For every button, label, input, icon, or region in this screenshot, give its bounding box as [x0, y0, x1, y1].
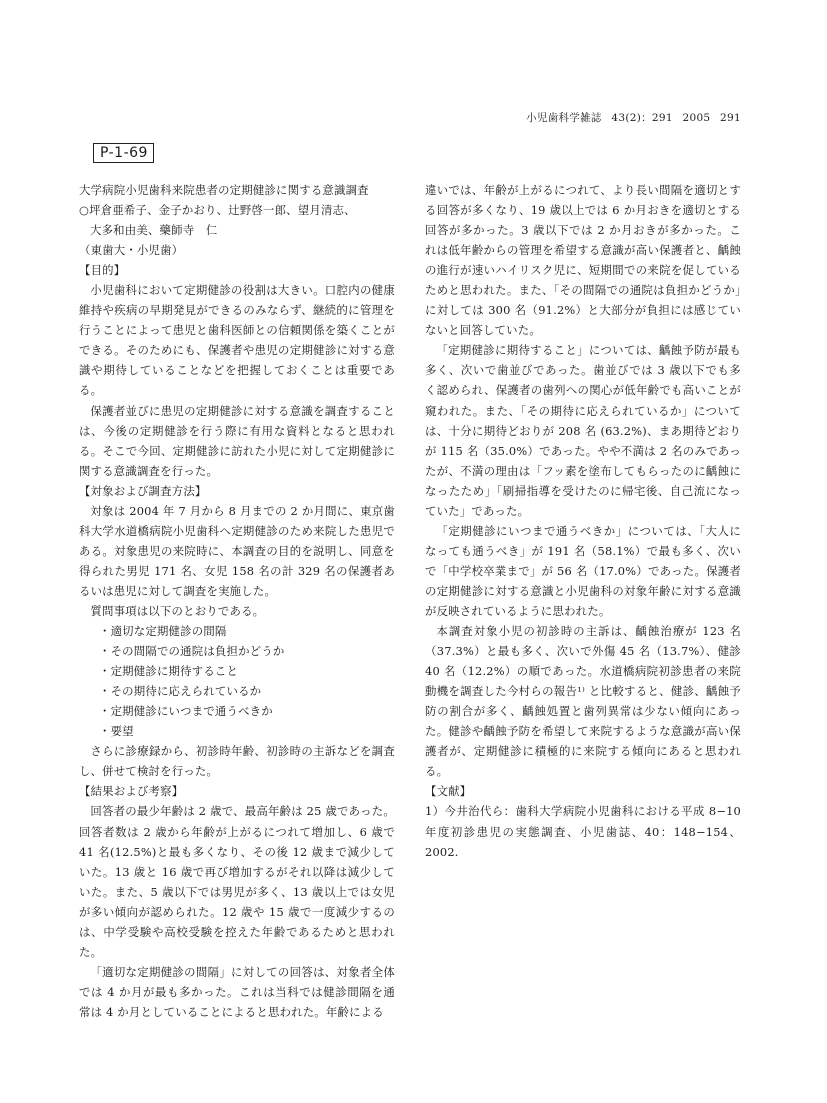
methods-heading: 【対象および調査方法】 [79, 483, 207, 498]
journal-volume: 43(2)：291 [611, 112, 673, 124]
paper-title: 大学病院小児歯科来院患者の定期健診に関する意識調査 [79, 183, 369, 197]
authors-line-1: ○坪倉亜希子、金子かおり、辻野啓一郎、望月清志、 [79, 203, 356, 218]
purpose-heading: 【目的】 [79, 263, 126, 278]
list-item: ・要望 [99, 724, 134, 739]
journal-header [520, 110, 741, 125]
results-paragraph-1: 回答者の最少年齢は 2 歳で、最高年齢は 25 歳であった。回答者数は 2 歳から年齢が上がるにつれて増加し、6 歳で 41 名(12.5%)と最も多くなり、その後 12 歳まで減少していた。13 歳と 16 歳で再び増加するがそれ以降は減少していた。また、5 歳以下では男児が多く、13 歳以上では女児が多い傾向が認められた。12 歳や 15 歳で一度減少するのは、中学受験や高校受験を控えた年齢であるためと思われた。 [79, 804, 395, 959]
results-heading: 【結果および考察】 [79, 784, 184, 799]
authors [79, 200, 395, 240]
methods-paragraph-1: 対象は 2004 年 7 月から 8 月までの 2 か月間に、東京歯科大学水道橋病院小児歯科へ定期健診のため来院した患児である。対象患児の来院時に、本調査の目的を説明し、同意を得られた男児 171 名、女児 158 名の計 329 名の保護者あるいは患児に対して調査を実施した。 [79, 503, 395, 598]
results-paragraph-2: 「適切な定期健診の間隔」に対しての回答は、対象者全体では 4 か月が最も多かった。これは当科では健診間隔を通常は 4 か月としていることによると思われた。年齢による [79, 964, 395, 1019]
list-item: ・その期待に応えられているか [99, 684, 262, 699]
reference-item: 1）今井治代ら：歯科大学病院小児歯科における平成 8−10 年度初診患児の実態調査、小児歯誌、40：148−154、2002. [425, 804, 741, 859]
poster-number: P-1-69 [93, 143, 154, 163]
list-item: ・適切な定期健診の間隔 [99, 624, 227, 639]
results-paragraph-2-continued: 違いでは、年齢が上がるにつれて、より長い間隔を適切とする回答が多くなり、19 歳以上では 6 か月おきを適切とする回答が多かった。3 歳以下では 2 か月おきが多かった。これは低年齢からの管理を希望する意識が高い保護者と、齲蝕の進行が速いハイリスク児に、短期間での来院を促しているためと思われた。また、「その間隔での通院は負担かどうか」に対しては 300 名（91.2%）と大部分が負担には感じていないと回答していた。 [425, 183, 741, 338]
results-paragraph-4: 「定期健診にいつまで通うべきか」については、「大人になっても通うべき」が 191 名（58.1%）で最も多く、次いで「中学校卒業まで」が 56 名（17.0%）であった。保護者の定期健診に対する意識と小児歯科の対象年齢に対する意識が反映されているように思われた。 [425, 523, 741, 618]
list-item: ・その間隔での通院は負担かどうか [99, 644, 285, 659]
references-heading: 【文献】 [425, 784, 472, 799]
authors-line-2: 大多和由美、藥師寺 仁 [90, 223, 218, 238]
question-list [79, 621, 395, 741]
affiliation: （東歯大・小児歯） [79, 243, 184, 258]
purpose-paragraph-2: 保護者並びに患児の定期健診に対する意識を調査することは、今後の定期健診を行う際に有用な資料となると思われる。そこで今回、定期健診に訪れた小児に対して定期健診に関する意識調査を行った。 [79, 403, 395, 478]
left-column [79, 180, 395, 1022]
right-column [425, 180, 741, 862]
results-paragraph-3: 「定期健診に期待すること」については、齲蝕予防が最も多く、次いで歯並びであった。歯並びでは 3 歳以下でも多く認められ、保護者の歯列への関心が低年齢でも高いことが窺われた。また、「その期待に応えられているか」については、十分に期待どおりが 208 名 (63.2%)、まあ期待どおりが 115 名（35.0%）であった。やや不満は 2 名のみであったが、不満の理由は「フッ素を塗布してもらったのに齲蝕になったため」「刷掃指導を受けたのに帰宅後、自己流になっていた」であった。 [425, 343, 741, 518]
journal-year: 2005 [682, 112, 711, 124]
methods-paragraph-3: さらに診療録から、初診時年齢、初診時の主訴などを調査し、併せて検討を行った。 [79, 744, 395, 779]
journal-name: 小児歯科学雑誌 [526, 112, 602, 124]
results-paragraph-5: 本調査対象小児の初診時の主訴は、齲蝕治療が 123 名（37.3%）と最も多く、次いで外傷 45 名（13.7%）、健診 40 名（12.2%）の順であった。水道橋病院初診患者の来院動機を調査した今村らの報告¹⁾ と比較すると、健診、齲蝕予防の割合が多く、齲蝕処置と歯列異常は少ない傾向にあった。健診や齲蝕予防を希望して来院するような意識が高い保護者が、定期健診に積極的に来院する傾向にあると思われる。 [425, 624, 741, 779]
purpose-paragraph-1: 小児歯科において定期健診の役割は大きい。口腔内の健康維持や疾病の早期発見ができるのみならず、継続的に管理を行うことによって患児と歯科医師との信頼関係を築くことができる。そのためにも、保護者や患児の定期健診に対する意識や期待していることなどを把握しておくことは重要である。 [79, 283, 395, 398]
methods-paragraph-2: 質問事項は以下のとおりである。 [90, 603, 265, 618]
journal-page: 291 [720, 112, 741, 124]
list-item: ・定期健診にいつまで通うべきか [99, 704, 273, 719]
list-item: ・定期健診に期待すること [99, 664, 239, 679]
